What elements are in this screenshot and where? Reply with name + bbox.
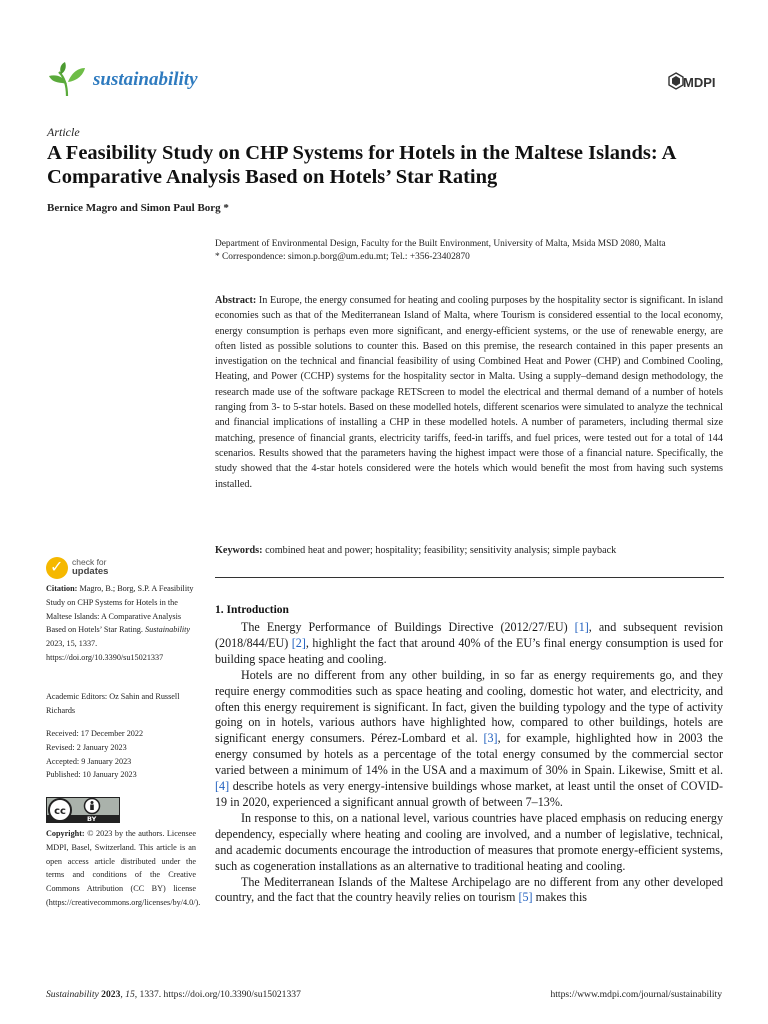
affiliation-text: Department of Environmental Design, Faculty for the Built Environment, University of Malta, Msida MSD 2080, Malta xyxy=(215,239,666,249)
abstract xyxy=(215,293,723,492)
keywords xyxy=(215,544,723,558)
cc-by-label: BY xyxy=(87,815,97,823)
paragraph: In response to this, on a national level, various countries have placed emphasis on reducing energy dependency, especially where heating and cooling are involved, and a number of legislative, technical, and academic documents encourage the introduction of measures that promote energy-efficient systems, such as cogeneration installations as an alternative to traditional heating and cooling. xyxy=(215,810,723,873)
reference-link[interactable]: [4] xyxy=(215,779,230,794)
introduction-body xyxy=(215,620,723,906)
abstract-text: In Europe, the energy consumed for heating and cooling purposes by the hospitality sector is significant. In island economies such as that of the Mediterranean Island of Malta, where Tourism is considered essential to the local economy, energy consumption is perhaps even more significant, and energy-efficient systems, or the use of renewable energy, are often listed as possible solutions to counter this. Based on this premise, the research contained in this paper presents an investigation on the technical and financial feasibility of using Combined Heat and Power (CHP) and Combined Cooling, Heating, and Power (CCHP) systems for the hospitality sector in Malta. Using a supply–demand design methodology, the research made use of the software package RETScreen to model the electrical and thermal demand of a number of hotels ranging from 3- to 5-star hotels. Based on these modelled hotels, different scenarios were simulated to analyze the technical and financial implications of installing a CHP in these modelled hotels. A number of parameters, including thermal size matching, presence of financial grants, electricity tariffs, feed-in tariffs, and fuel prices, were tested out for a total of 144 scenarios. Results showed that the parameters having the highest impact were those of a financial nature. Specifically, the study showed that the 4-star hotels considered were the hotels which would benefit the most from having such systems installed. xyxy=(215,295,724,490)
citation-journal: Sustainability xyxy=(145,625,191,635)
date-received: Received: 17 December 2022 xyxy=(46,729,144,738)
article-type: Article xyxy=(47,125,80,139)
citation-doi[interactable]: 2023, 15, 1337. https://doi.org/10.3390/su15021337 xyxy=(46,639,164,662)
journal-name[interactable]: sustainability xyxy=(93,69,198,90)
article-title: A Feasibility Study on CHP Systems for Hotels in the Maltese Islands: A Comparative Analysis Based on Hotels’ Star Rating xyxy=(47,142,676,188)
paragraph: The Mediterranean Islands of the Maltese Archipelago are no different from any other developed country, and the fact that the country heavily relies on tourism [5] makes this xyxy=(215,874,723,905)
mdpi-logo[interactable] xyxy=(668,72,720,98)
affiliation-block xyxy=(215,238,725,265)
date-accepted: Accepted: 9 January 2023 xyxy=(46,756,132,766)
check-label: check for xyxy=(72,557,107,567)
copyright-text: © 2023 by the authors. Licensee MDPI, Basel, Switzerland. This article is an open access article distributed under the terms and conditions of the Creative Commons Attribution (CC BY) license (https://creativecommons.org/licenses/by/4.0/). xyxy=(46,829,201,907)
abstract-label: Abstract: xyxy=(215,295,257,306)
copyright-notice xyxy=(46,827,201,910)
check-for-updates-button[interactable] xyxy=(46,556,126,580)
publisher-name: MDPI xyxy=(683,75,716,90)
author-list: Bernice Magro and Simon Paul Borg * xyxy=(47,202,229,214)
updates-label: updates xyxy=(72,566,109,577)
introduction-heading: 1. Introduction xyxy=(215,604,289,616)
reference-link[interactable]: [1] xyxy=(574,620,589,634)
reference-link[interactable]: [5] xyxy=(518,890,533,905)
footer-journal-url[interactable]: https://www.mdpi.com/journal/sustainability xyxy=(550,989,722,1000)
copyright-label: Copyright: xyxy=(46,829,85,838)
keywords-label: Keywords: xyxy=(215,545,263,556)
section-divider xyxy=(215,577,724,578)
reference-link[interactable]: [3] xyxy=(483,731,498,746)
keywords-text: combined heat and power; hospitality; feasibility; sensitivity analysis; simple payback xyxy=(265,545,617,556)
citation-text: Magro, B.; Borg, S.P. A Feasibility Study on CHP Systems for Hotels in the Maltese Islands: A Comparative Analysis Based on Hotels’ Star Rating. xyxy=(46,584,194,635)
citation-block xyxy=(46,582,196,665)
reference-link[interactable]: [2] xyxy=(291,635,306,650)
paragraph: Hotels are no different from any other building, in so far as energy requirements go, and they require energy commodities such as space heating and cooling, domestic hot water, and electricity, and often this energy requirement is significant. In fact, given the building typology and the type of activity going on in hotels, various authors have highlighted how, compared to other buildings, hotels are significant energy consumers. Pérez-Lombard et al. [3], for example, highlighted how in 2003 the energy consumed by hotels as a percentage of the total energy consumed by the commercial sector varied between a minimum of 14% in the USA and a maximum of 30% in Spain. Likewise, Smitt et al. [4] describe hotels as very energy-intensive buildings whose market, at least until the onset of COVID-19 in 2020, experienced a significant annual growth of between 7–13%. xyxy=(215,667,724,809)
citation-label: Citation: xyxy=(46,584,78,593)
cc-by-license-icon[interactable] xyxy=(46,797,120,823)
footer-citation: Sustainability 2023, 15, 1337. https://doi.org/10.3390/su15021337 xyxy=(46,989,301,1000)
journal-leaf-logo-icon xyxy=(47,62,87,98)
svg-text:cc: cc xyxy=(54,806,66,817)
correspondence-line: * Correspondence: simon.p.borg@um.edu.mt; Tel.: +356-23402870 xyxy=(215,252,470,263)
check-circle-icon: ✓ xyxy=(46,557,68,579)
date-revised: Revised: 2 January 2023 xyxy=(46,742,127,752)
date-published: Published: 10 January 2023 xyxy=(46,770,137,780)
academic-editors: Academic Editors: Oz Sahin and Russell Richards xyxy=(46,692,180,715)
publication-dates xyxy=(46,727,196,782)
paragraph: The Energy Performance of Buildings Directive (2012/27/EU) [1], and subsequent revision (2018/844/EU) [2], highlight the fact that around 40% of the EU’s final energy consumption is used for building space heating and cooling. xyxy=(215,620,724,666)
